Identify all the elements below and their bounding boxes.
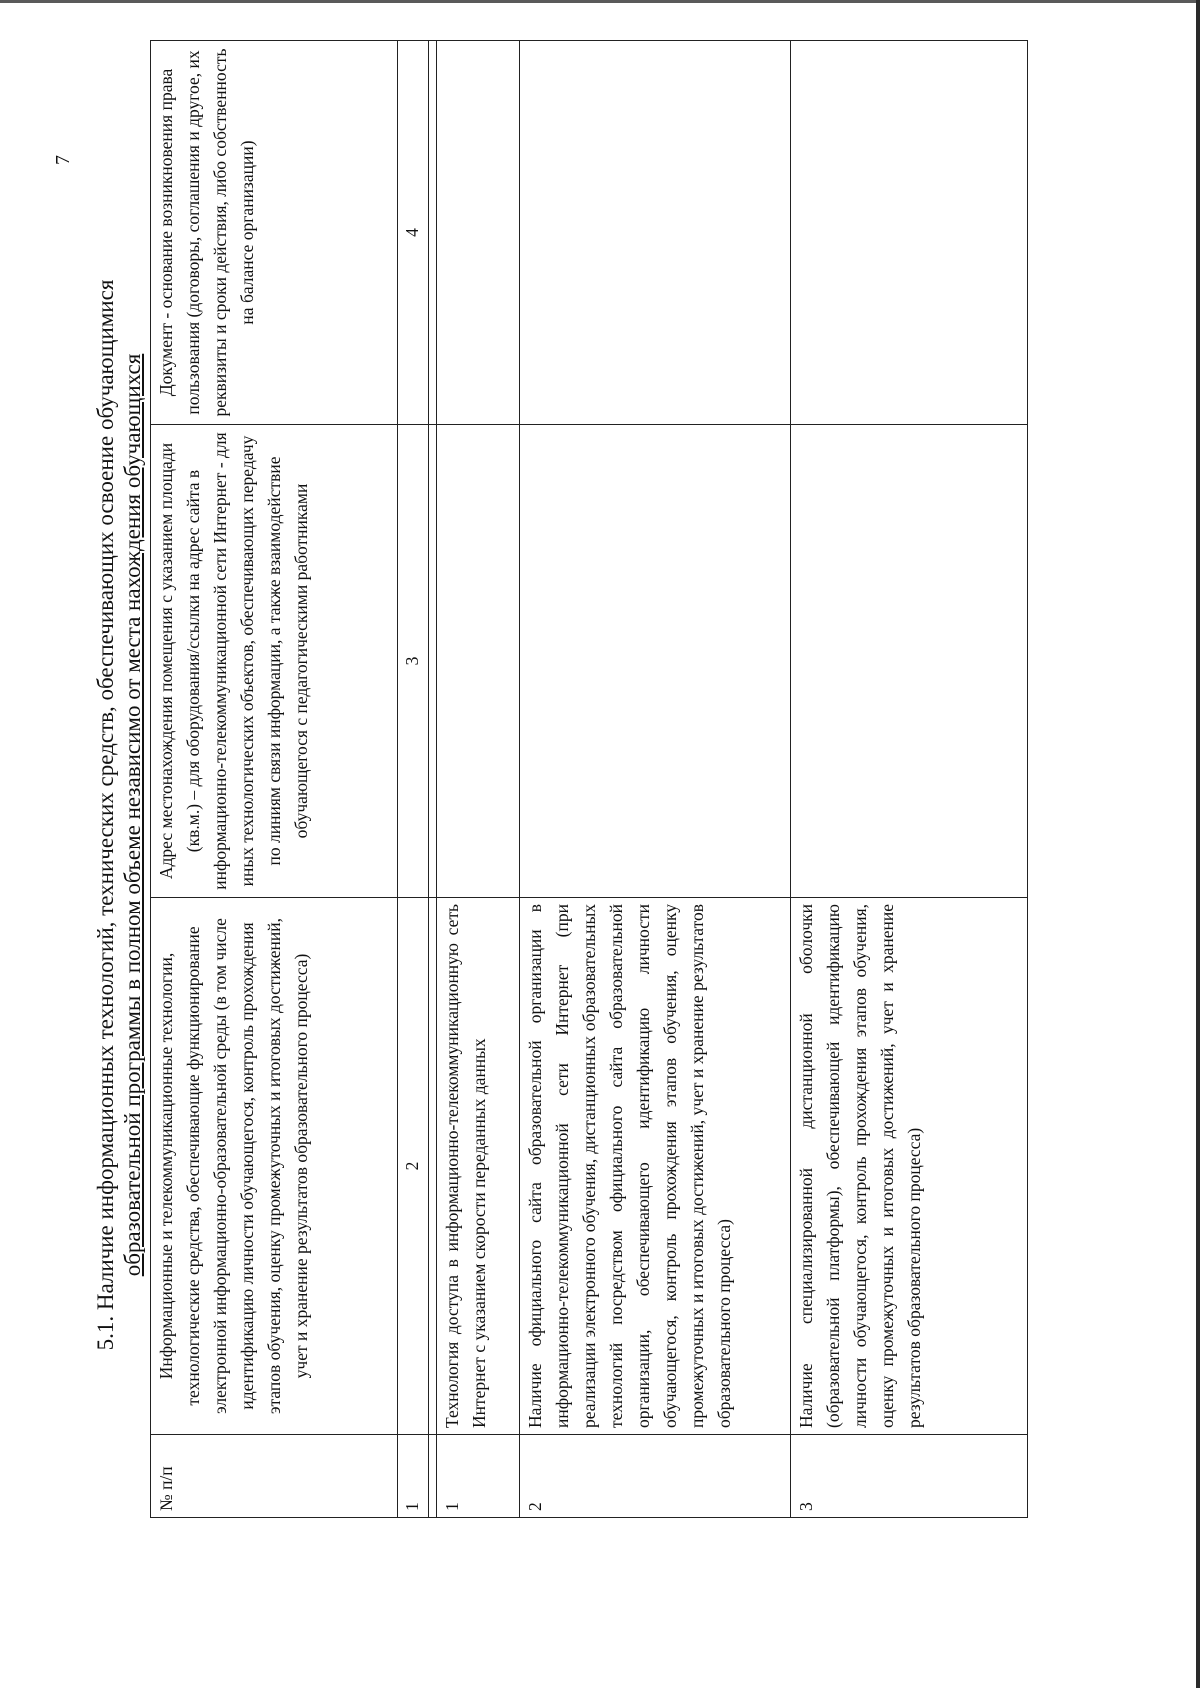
page-number: 7 [52, 155, 74, 165]
rotated-page [52, 48, 1112, 1555]
row-number: 2 [520, 1435, 791, 1518]
header-col-document: Документ - основание возникновения права пользования (договоры, соглашения и другое, их реквизиты и сроки действия, либо собственность на балансе организации) [151, 41, 398, 425]
scan-edge-top [0, 0, 1200, 3]
header-col-number: № п/п [151, 1435, 398, 1518]
row-number: 3 [791, 1435, 1028, 1518]
table-header-row [151, 41, 398, 1518]
column-number-row [398, 41, 429, 1518]
row-document-cell [520, 41, 791, 425]
section-heading-line-1: 5.1. Наличие информационных технологий, технических средств, обеспечивающих освоение обучающимися [93, 279, 118, 1351]
table-spacer-row [429, 41, 437, 1518]
row-technology-text: Наличие специализированной дистанционной оболочки (образовательной платформы), обеспечивающей идентификацию личности обучающегося, контроль прохождения этапов обучения, оценку промежуточных и итоговых достижений, учет и хранение результатов образовательного процесса) [791, 898, 1028, 1435]
row-technology-text: Наличие официального сайта образовательной организации в информационно-телекоммуникационной сети Интернет (при реализации электронного обучения, дистанционных образовательных технологий посредством официального сайта образовательной организации, обеспечивающего идентификацию личности обучающегося, контроль прохождения этапов обучения, оценку промежуточных и итоговых достижений, учет и хранение результатов образовательного процесса) [520, 898, 791, 1435]
column-number-2: 2 [398, 898, 429, 1435]
table-row [791, 41, 1028, 1518]
column-number-1: 1 [398, 1435, 429, 1518]
row-address-cell [520, 425, 791, 898]
table-row [520, 41, 791, 1518]
row-document-cell [791, 41, 1028, 425]
scan-edge-right [1196, 0, 1200, 1688]
table-row [437, 41, 520, 1518]
row-technology-text: Технология доступа в информационно-телекоммуникационную сеть Интернет с указанием скорости переданных данных [437, 898, 520, 1435]
technologies-table [150, 40, 1028, 1518]
header-col-address: Адрес местонахождения помещения с указанием площади (кв.м.) – для оборудования/ссылки на адрес сайта в информационно-телекоммуникационной сети Интернет - для иных технологических объектов, обеспечивающих передачу по линиям связи информации, а также взаимодействие обучающегося с педагогическими работниками [151, 425, 398, 898]
row-address-cell [437, 425, 520, 898]
column-number-3: 3 [398, 425, 429, 898]
section-heading [92, 85, 146, 1545]
row-number: 1 [437, 1435, 520, 1518]
section-heading-line-2: образовательной программы в полном объеме независимо от места нахождения обучающихся [120, 353, 145, 1277]
row-address-cell [791, 425, 1028, 898]
header-col-technologies: Информационные и телекоммуникационные технологии, технологические средства, обеспечивающие функционирование электронной информационно-образовательной среды (в том числе идентификацию личности обучающегося, контроль прохождения этапов обучения, оценку промежуточных и итоговых достижений, учет и хранение результатов образовательного процесса) [151, 898, 398, 1435]
row-document-cell [437, 41, 520, 425]
column-number-4: 4 [398, 41, 429, 425]
